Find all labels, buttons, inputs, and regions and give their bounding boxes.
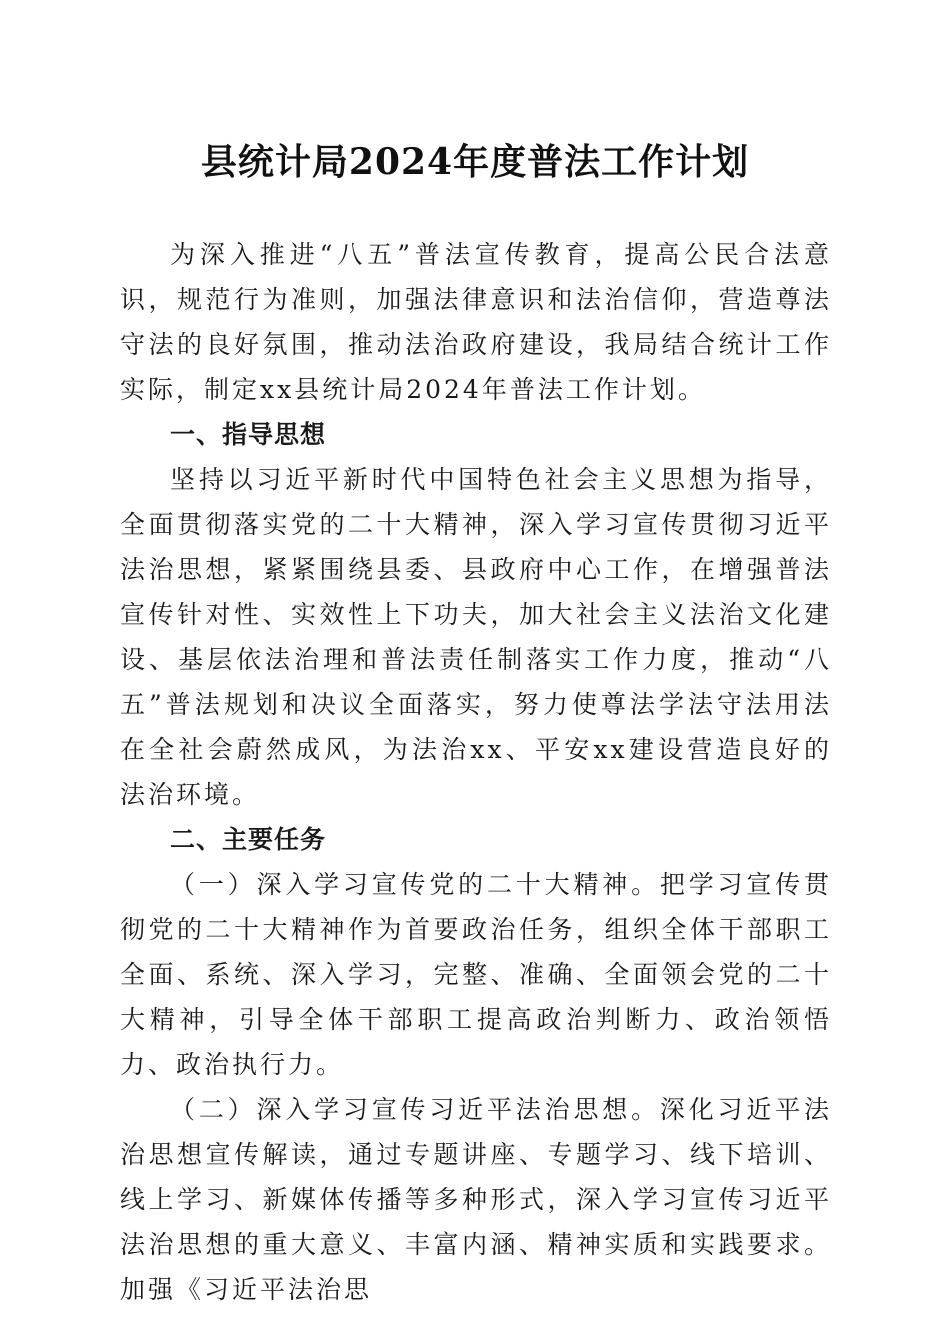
guiding-ideology-paragraph: 坚持以习近平新时代中国特色社会主义思想为指导，全面贯彻落实党的二十大精神，深入学习宣传贯彻习近平法治思想，紧紧围绕县委、县政府中心工作，在增强普法宣传针对性、实效性上下功夫，加大社会主义法治文化建设、基层依法治理和普法责任制落实工作力度，推动“八五”普法规划和决议全面落实，努力使尊法学法守法用法在全社会蔚然成风，为法治xx、平安xx建设营造良好的法治环境。 [120, 465, 832, 809]
document-title: 县统计局2024年度普法工作计划 [200, 141, 750, 183]
task-paragraph: （二）深入学习宣传习近平法治思想。深化习近平法治思想宣传解读，通过专题讲座、专题学习、线下培训、线上学习、新媒体传播等多种形式，深入学习宣传习近平法治思想的重大意义、丰富内涵、精神实质和实践要求。加强《习近平法治思 [120, 1095, 832, 1304]
document-body [120, 232, 832, 1312]
section-heading-guiding-ideology: 一、指导思想 [170, 420, 327, 449]
intro-paragraph: 为深入推进“八五”普法宣传教育，提高公民合法意识，规范行为准则，加强法律意识和法治信仰，营造尊法守法的良好氛围，推动法治政府建设，我局结合统计工作实际，制定xx县统计局2024年普法工作计划。 [120, 240, 832, 404]
section-heading-main-tasks: 二、主要任务 [170, 825, 327, 854]
task-paragraph: （一）深入学习宣传党的二十大精神。把学习宣传贯彻党的二十大精神作为首要政治任务，组织全体干部职工全面、系统、深入学习，完整、准确、全面领会党的二十大精神，引导全体干部职工提高政治判断力、政治领悟力、政治执行力。 [120, 870, 832, 1079]
